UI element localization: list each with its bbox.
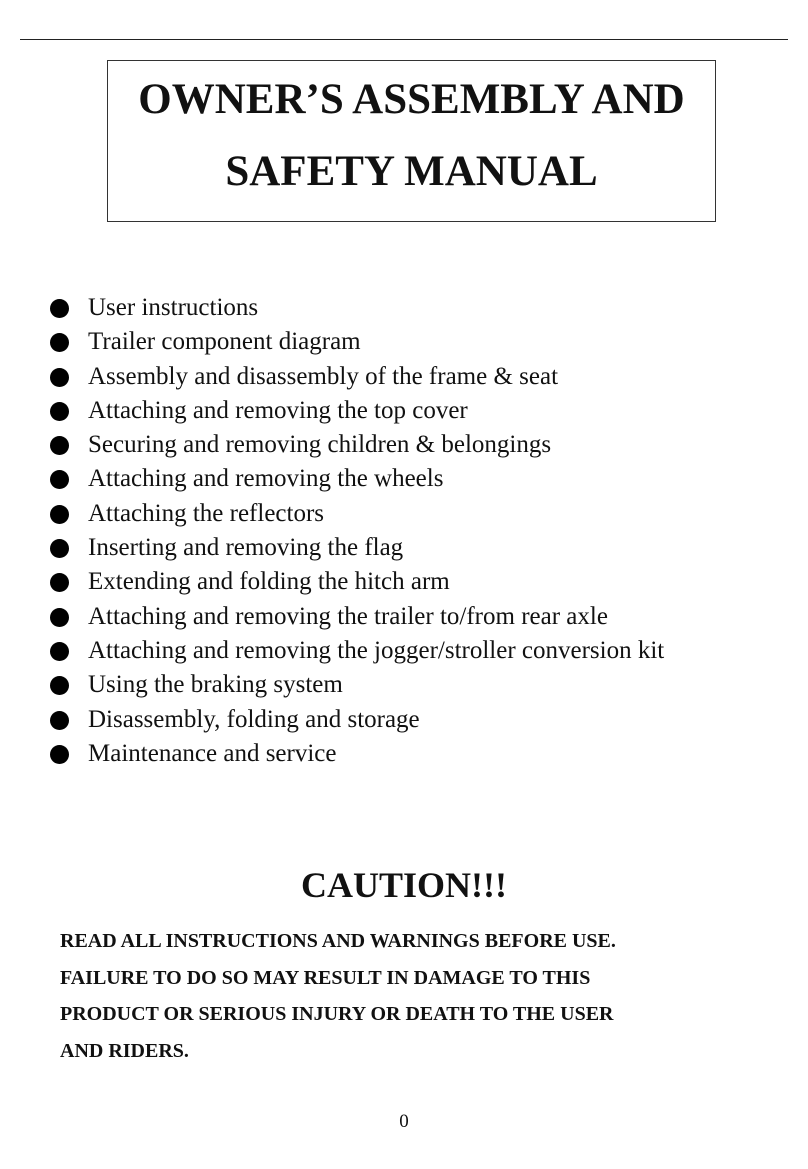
bullet-icon [50,745,69,764]
bullet-icon [50,436,69,455]
warning-line: READ ALL INSTRUCTIONS AND WARNINGS BEFORE USE. [60,930,616,952]
caution-heading: CAUTION!!! [301,865,507,905]
contents-item-text: Assembly and disassembly of the frame & seat [88,362,559,390]
title-box [107,60,716,222]
bullet-icon [50,608,69,627]
bullet-icon [50,333,69,352]
bullet-icon [50,505,69,524]
bullet-icon [50,470,69,489]
bullet-icon [50,711,69,730]
contents-item-text: Inserting and removing the flag [88,534,404,562]
title-line-2: SAFETY MANUAL [225,148,598,195]
contents-item-text: Securing and removing children & belongings [88,431,552,459]
contents-item-text: Attaching the reflectors [88,499,325,527]
contents-item-text: Attaching and removing the wheels [88,465,444,493]
top-divider [20,39,788,40]
bullet-icon [50,368,69,387]
contents-item-text: Attaching and removing the jogger/stroller conversion kit [88,636,665,664]
bullet-icon [50,402,69,421]
bullet-icon [50,676,69,695]
contents-item-text: Extending and folding the hitch arm [88,568,450,596]
warning-text [60,923,760,1069]
contents-item-text: Maintenance and service [88,739,337,767]
bullet-icon [50,573,69,592]
contents-item-text: User instructions [88,294,259,321]
bullet-icon [50,539,69,558]
contents-item-text: Attaching and removing the top cover [88,396,468,424]
warning-line: PRODUCT OR SERIOUS INJURY OR DEATH TO THE USER [60,1003,614,1025]
page-number: 0 [399,1111,409,1132]
warning-line: FAILURE TO DO SO MAY RESULT IN DAMAGE TO THIS [60,966,591,989]
bullet-icon [50,642,69,661]
contents-item-text: Using the braking system [88,671,343,699]
warning-line: AND RIDERS. [60,1039,189,1062]
contents-item-text: Disassembly, folding and storage [88,705,420,733]
bullet-icon [50,299,69,318]
title-line-1: OWNER’S ASSEMBLY AND [138,76,685,123]
contents-item-text: Trailer component diagram [88,328,361,356]
contents-item-text: Attaching and removing the trailer to/from rear axle [88,602,608,630]
